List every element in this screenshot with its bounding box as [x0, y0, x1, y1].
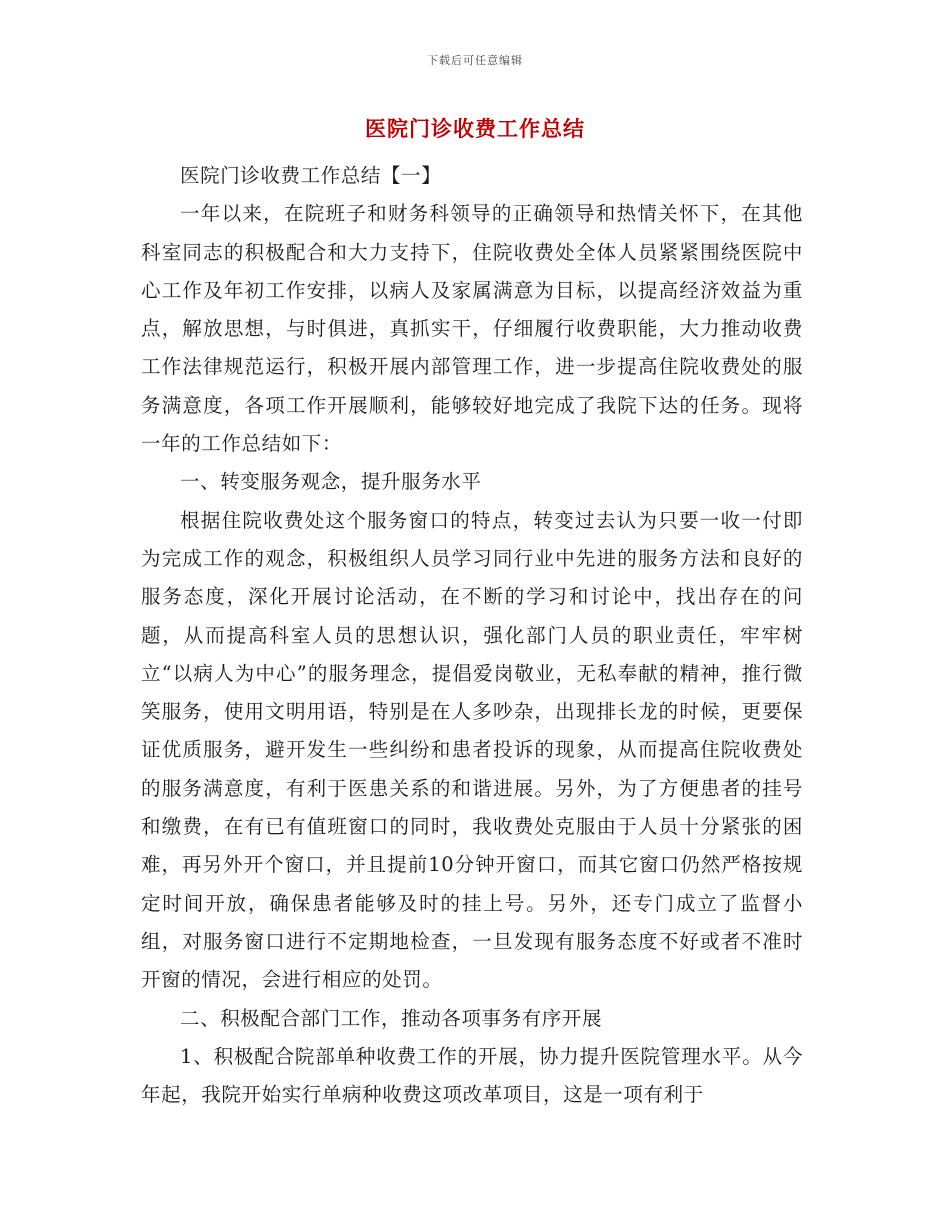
document-body [141, 157, 803, 1114]
section-heading: 医院门诊收费工作总结【一】 [180, 164, 442, 187]
header-note: 下载后可任意编辑 [427, 54, 523, 67]
paragraph: 1、积极配合院部单种收费工作的开展，协力提升医院管理水平。从今年起，我院开始实行单病种收费这项改革项目，这是一项有利于 [141, 1044, 803, 1107]
subsection-heading: 二、积极配合部门工作，推动各项事务有序开展 [180, 1006, 603, 1030]
subsection-heading: 一、转变服务观念，提升服务水平 [180, 470, 482, 494]
paragraph: 一年以来，在院班子和财务科领导的正确领导和热情关怀下，在其他科室同志的积极配合和大力支持下，住院收费处全体人员紧紧围绕医院中心工作及年初工作安排，以病人及家属满意为目标，以提高经济效益为重点，解放思想，与时俱进，真抓实干，仔细履行收费职能，大力推动收费工作法律规范运行，积极开展内部管理工作，进一步提高住院收费处的服务满意度，各项工作开展顺利，能够较好地完成了我院下达的任务。现将一年的工作总结如下： [141, 202, 803, 456]
paragraph: 根据住院收费处这个服务窗口的特点，转变过去认为只要一收一付即为完成工作的观念，积极组织人员学习同行业中先进的服务方法和良好的服务态度，深化开展讨论活动，在不断的学习和讨论中，找出存在的问题，从而提高科室人员的思想认识，强化部门人员的职业责任，牢牢树立“以病人为中心”的服务理念，提倡爱岗敬业，无私奉献的精神，推行微笑服务，使用文明用语，特别是在人多吵杂，出现排长龙的时候，更要保证优质服务，避开发生一些纠纷和患者投诉的现象，从而提高住院收费处的服务满意度，有利于医患关系的和谐进展。另外，为了方便患者的挂号和缴费，在有已有值班窗口的同时，我收费处克服由于人员十分紧张的困难，再另外开个窗口，并且提前10分钟开窗口，而其它窗口仍然严格按规定时间开放，确保患者能够及时的挂上号。另外，还专门成立了监督小组，对服务窗口进行不定期地检查，一旦发现有服务态度不好或者不准时开窗的情况，会进行相应的处罚。 [141, 508, 803, 992]
document-title: 医院门诊收费工作总结 [365, 116, 585, 141]
